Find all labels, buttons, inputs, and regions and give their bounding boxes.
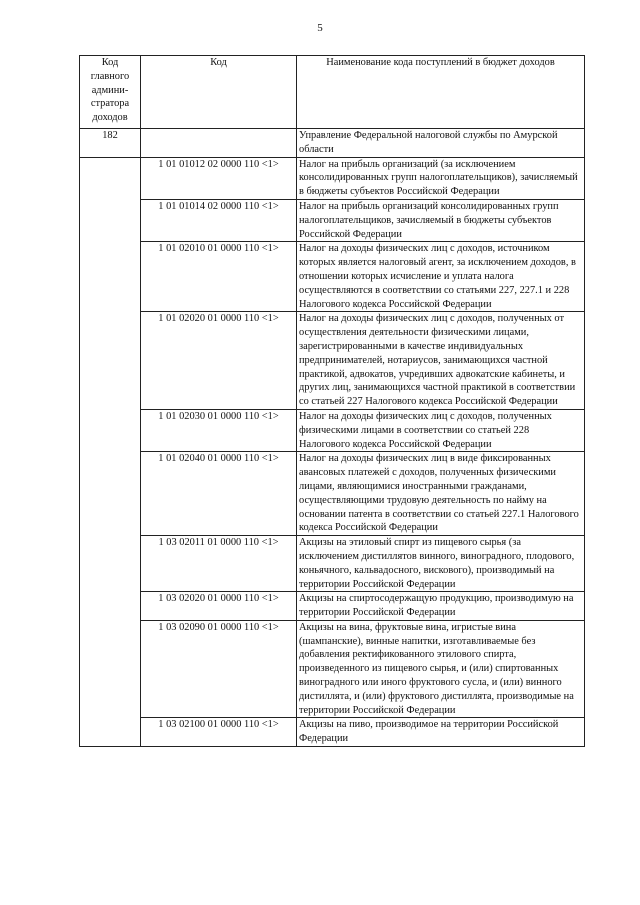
revenue-code: 1 01 01012 02 0000 110 <1> <box>141 157 297 199</box>
revenue-codes-table <box>79 55 585 747</box>
revenue-name: Акцизы на этиловый спирт из пищевого сырья (за исключением дистиллятов винного, виноградного, плодового, коньячного, кальвадосного, вискового), производимый на территории Российской Федерации <box>297 536 585 592</box>
revenue-name: Налог на прибыль организаций (за исключением консолидированных групп налогоплательщиков), зачисляемый в бюджеты субъектов Российской Федерации <box>297 157 585 199</box>
administrator-row <box>80 129 585 158</box>
table-row <box>80 242 585 312</box>
revenue-name: Налог на доходы физических лиц с доходов, источником которых является налоговый агент, за исключением доходов, в отношении которых исчисление и уплата налога осуществляются в соответствии со статьями 227, 227.1 и 228 Налогового кодекса Российской Федерации <box>297 242 585 312</box>
header-admin-code: Код главного админи-стратора доходов <box>80 56 141 129</box>
table-header-row <box>80 56 585 129</box>
table-row <box>80 620 585 718</box>
revenue-code: 1 03 02011 01 0000 110 <1> <box>141 536 297 592</box>
header-code: Код <box>141 56 297 129</box>
revenue-name: Акцизы на спиртосодержащую продукцию, производимую на территории Российской Федерации <box>297 592 585 621</box>
administrator-code: 182 <box>80 129 141 158</box>
revenue-name: Акцизы на вина, фруктовые вина, игристые вина (шампанские), винные напитки, изготавливаемые без добавления ректификованного этилового спирта, произведенного из пищевого сырья, и (или) спиртованных виноградного или иного фруктового сусла, и (или) винного дистиллята, и (или) фруктового дистиллята, производимые на территории Российской Федерации <box>297 620 585 718</box>
revenue-code: 1 01 01014 02 0000 110 <1> <box>141 199 297 241</box>
table-row <box>80 536 585 592</box>
header-revenue-name: Наименование кода поступлений в бюджет доходов <box>297 56 585 129</box>
revenue-name: Налог на прибыль организаций консолидированных групп налогоплательщиков, зачисляемый в бюджеты субъектов Российской Федерации <box>297 199 585 241</box>
table-row <box>80 718 585 747</box>
revenue-code: 1 01 02040 01 0000 110 <1> <box>141 452 297 536</box>
table-row <box>80 409 585 451</box>
revenue-name: Налог на доходы физических лиц с доходов, полученных от осуществления деятельности физическими лицами, зарегистрированными в качестве индивидуальных предпринимателей, нотариусов, занимающихся частной практикой, адвокатов, учредивших адвокатские кабинеты, и других лиц, занимающихся частной практикой в соответствии со статьей 227 Налогового кодекса Российской Федерации <box>297 312 585 410</box>
administrator-empty-code <box>141 129 297 158</box>
revenue-name: Налог на доходы физических лиц с доходов, полученных физическими лицами в соответствии со статьей 228 Налогового кодекса Российской Федерации <box>297 409 585 451</box>
revenue-code: 1 03 02090 01 0000 110 <1> <box>141 620 297 718</box>
revenue-name: Налог на доходы физических лиц в виде фиксированных авансовых платежей с доходов, полученных физическими лицами, являющимися иностранными гражданами, осуществляющими трудовую деятельность по найму на основании патента в соответствии со статьей 227.1 Налогового кодекса Российской Федерации <box>297 452 585 536</box>
revenue-code: 1 01 02020 01 0000 110 <1> <box>141 312 297 410</box>
table-row <box>80 312 585 410</box>
table-row <box>80 157 585 199</box>
admin-code-spacer <box>80 157 141 746</box>
page-number: 5 <box>317 22 323 34</box>
revenue-name: Акцизы на пиво, производимое на территории Российской Федерации <box>297 718 585 747</box>
table-row <box>80 592 585 621</box>
revenue-code: 1 03 02020 01 0000 110 <1> <box>141 592 297 621</box>
revenue-code: 1 01 02010 01 0000 110 <1> <box>141 242 297 312</box>
administrator-name: Управление Федеральной налоговой службы по Амурской области <box>297 129 585 158</box>
table-row <box>80 452 585 536</box>
revenue-code: 1 03 02100 01 0000 110 <1> <box>141 718 297 747</box>
table-row <box>80 199 585 241</box>
revenue-code: 1 01 02030 01 0000 110 <1> <box>141 409 297 451</box>
